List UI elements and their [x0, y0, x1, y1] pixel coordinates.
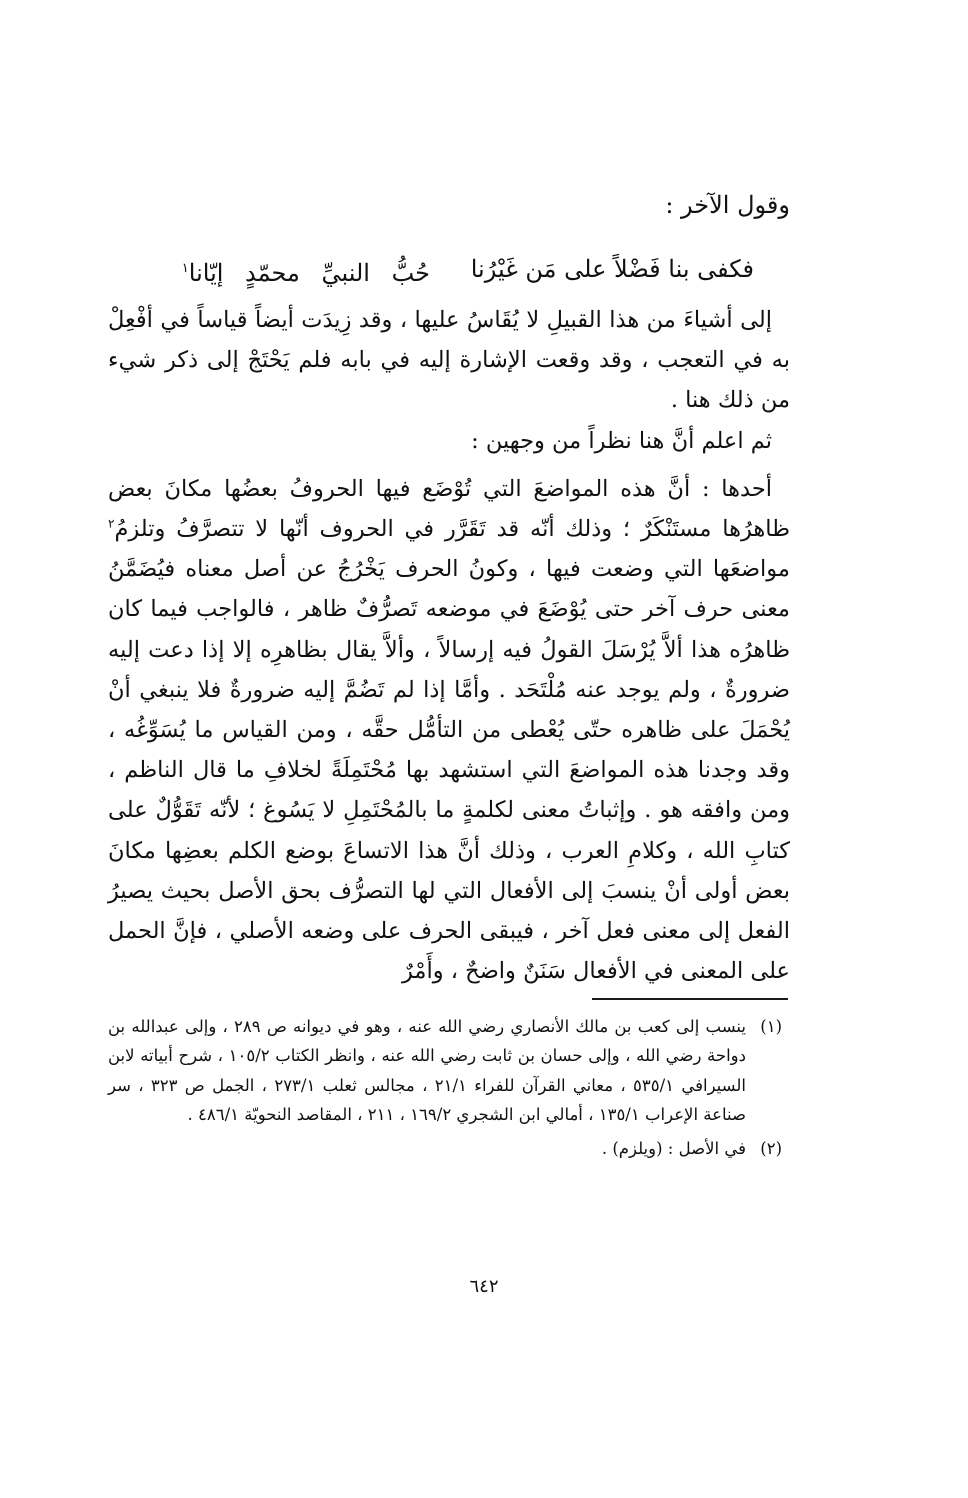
footnote-text: في الأصل : (ويلزم) . [601, 1138, 746, 1158]
verse-footnote-ref: ١ [181, 261, 189, 276]
main-body-text [108, 300, 790, 991]
verse-first-hemistich-text: فكفى بنا فَضْلاً على مَن غَيْرُنا [470, 255, 754, 283]
paragraph: ثم اعلم أنَّ هنا نظراً من وجهين : [471, 427, 772, 454]
footnote-item [108, 1012, 790, 1130]
footnotes [108, 1012, 790, 1167]
verse-second-hemistich [110, 246, 430, 296]
paragraph: إلى أشياءَ من هذا القبيلِ لا يُقَاسُ عليها ، وقد زِيدَت أيضاً قياساً في أفْعِلْ به في التعجب ، وقد وقعت الإشارة إليه في بابه فلم يَحْتَجْ إلى ذكر شيء من ذلك هنا . [108, 307, 790, 414]
footnote-item [108, 1134, 790, 1163]
page-number: ٦٤٢ [469, 1276, 499, 1297]
footnote-separator [592, 998, 788, 1000]
intro-line: وقول الآخر : [665, 191, 790, 219]
paragraph [108, 469, 790, 992]
poetry-verse [108, 246, 790, 296]
footnote-text: ينسب إلى كعب بن مالك الأنصاري رضي الله عنه ، وهو في ديوانه ص ٢٨٩ ، وإلى عبدالله بن دواحة رضي الله ، وإلى حسان بن ثابت رضي الله عنه ، وانظر الكتاب ١٠٥/٢ ، شرح أبياته لابن السيرافي ٥٣٥/١ ، معاني القرآن للفراء ٢١/١ ، مجالس ثعلب ٢٧٣/١ ، الجمل ص ٣٢٣ ، سر صناعة الإعراب ١٣٥/١ ، أمالي ابن الشجري ١٦٩/٢ ، ٢١١ ، المقاصد النحويّة ٤٨٦/١ . [108, 1017, 746, 1125]
footnote-ref: ٢ [108, 516, 115, 531]
paragraph-text: مواضعَها التي وضعت فيها ، وكونُ الحرف يَخْرُجُ عن أصل معناه فيُضَمَّنُ معنى حرف آخر حتى يُوْضَعَ في موضعه تَصرُّفٌ ظاهر ، فالواجب فيما كان ظاهرُه هذا ألاَّ يُرْسَلَ القولُ فيه إرسالاً ، وألاَّ يقال بظاهرِه إلا إذا دعت إليه ضرورةٌ ، ولم يوجد عنه مُلْتَحَد . وأمَّا إذا لم تَضُمَّ إليه ضرورةٌ فلا ينبغي أنْ يُحْمَلَ على ظاهره حتّى يُعْطى من التأمُّل حقَّه ، ومن القياس ما يُسَوِّغُه ، وقد وجدنا هذه المواضعَ التي استشهد بها مُحْتَمِلَةً لخلافِ ما قال الناظم ، ومن وافقه هو . وإثباتُ معنى لكلمةٍ ما بالمُحْتَمِلِ لا يَسُوغ ؛ لأنّه تَقَوُّلٌ على كتابِ الله ، وكلامِ العرب ، وذلك أنَّ هذا الاتساعَ بوضع الكلم بعضِها مكانَ بعض أولى أنْ ينسبَ إلى الأفعال التي لها التصرُّف بحق الأصل بحيث يصيرُ الفعل إلى معنى فعل آخر ، فيبقى الحرف على وضعه الأصلي ، فإنَّ الحمل على المعنى في الأفعال سَنَنٌ واضحٌ ، وأَمْرٌ [108, 556, 790, 985]
verse-first-hemistich [430, 246, 790, 296]
verse-second-hemistich-text: حُبُّ النبيِّ محمّدٍ إيّانا [188, 259, 430, 287]
paragraph-text: أحدها : أنَّ هذه المواضعَ التي تُوْضَع فيها الحروفُ بعضُها مكانَ بعض ظاهرُها مستَنْكَرٌ ؛ وذلك أنّه قد تَقَرَّر في الحروف أنّها لا تتصرَّفُ وتلزمُ [108, 475, 790, 543]
footnote-number: (١) [760, 1017, 782, 1036]
footnote-number: (٢) [760, 1138, 782, 1158]
